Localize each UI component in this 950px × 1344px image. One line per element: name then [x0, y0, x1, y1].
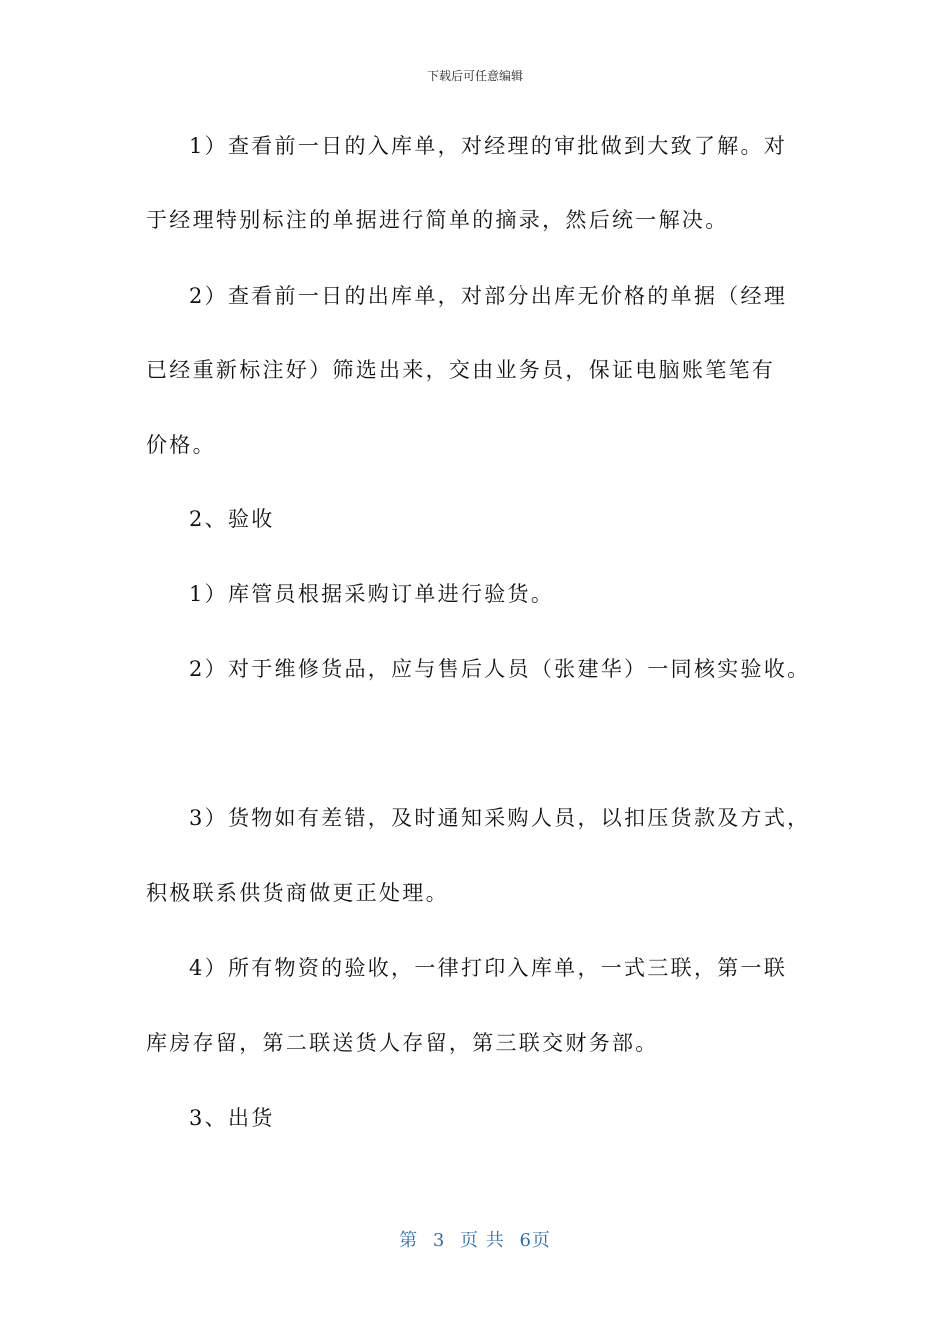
footer-current-page: 3 — [432, 1230, 446, 1251]
paragraph-line: 库房存留，第二联送货人存留，第三联交财务部。 — [146, 1031, 659, 1055]
paragraph-line: 1）库管员根据采购订单进行验货。 — [189, 582, 555, 606]
section-heading: 3、出货 — [189, 1106, 275, 1130]
page-header: 下载后可任意编辑 — [426, 69, 523, 83]
paragraph-line: 积极联系供货商做更正处理。 — [146, 881, 449, 905]
paragraph-line: 1）查看前一日的入库单，对经理的审批做到大致了解。对 — [189, 134, 788, 158]
paragraph-line: 于经理特别标注的单据进行简单的摘录，然后统一解决。 — [146, 208, 729, 232]
paragraph-line: 4）所有物资的验收，一律打印入库单，一式三联，第一联 — [189, 956, 788, 980]
page-footer — [0, 1226, 950, 1252]
footer-total: 6页 — [519, 1230, 551, 1251]
footer-middle: 页 共 — [460, 1230, 505, 1251]
paragraph-line: 3）货物如有差错，及时通知采购人员，以扣压货款及方式， — [189, 806, 811, 830]
paragraph-line: 2）查看前一日的出库单，对部分出库无价格的单据（经理 — [189, 284, 788, 308]
paragraph-line: 已经重新标注好）筛选出来，交由业务员，保证电脑账笔笔有 — [146, 358, 776, 382]
footer-prefix: 第 — [399, 1230, 419, 1251]
section-heading: 2、验收 — [189, 507, 275, 531]
paragraph-line: 价格。 — [146, 433, 216, 457]
paragraph-line: 2）对于维修货品，应与售后人员（张建华）一同核实验收。 — [189, 657, 811, 681]
